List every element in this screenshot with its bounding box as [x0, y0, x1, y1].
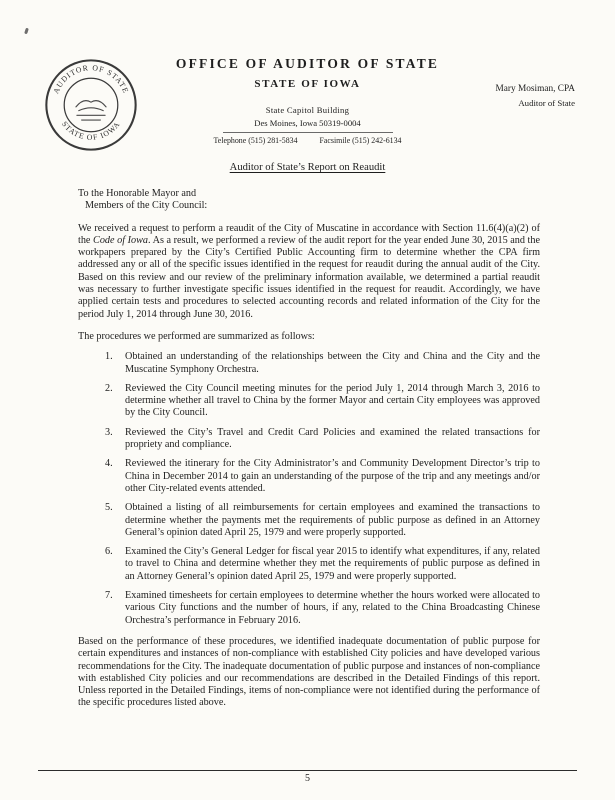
letterhead-address-line2: Des Moines, Iowa 50319-0004 [254, 118, 361, 128]
procedure-number: 6. [105, 546, 113, 558]
procedure-text: Reviewed the itinerary for the City Administrator’s and Community Development Director’s trip to China in December 2014 to gain an understanding of the purpose of the trip and any meetings and/or other City-related events attended. [125, 458, 540, 494]
letterhead-divider [223, 132, 393, 133]
letterhead-address-line1: State Capitol Building [265, 105, 350, 115]
procedure-number: 4. [105, 458, 113, 470]
page-number: 5 [305, 773, 310, 784]
intro-paragraph-part2: . As a result, we performed a review of the audit report for the year ended June 30, 2015 and the workpapers prepared by the City’s Certified Public Accounting firm to determine whether the CPA firm addressed any or all of the specific issues identified in the request for reaudit during the annual audit of the City. Based on this review and our review of the preliminary information available, we determined a partial reaudit was necessary to further investigate specific issues identified in the request for reaudit. Accordingly, we have applied certain tests and procedures to selected accounting records and related information of the City for the period July 1, 2014 through June 30, 2016. [78, 234, 540, 320]
procedures-intro: The procedures we performed are summarized as follows: [78, 330, 315, 342]
letterhead-state-line: STATE OF IOWA [254, 78, 361, 90]
procedure-text: Reviewed the City Council meeting minutes for the period July 1, 2014 through March 3, 2016 to determine whether all travel to China by the former Mayor and certain City employees was approved by the City Council. [125, 382, 540, 419]
procedure-text: Obtained an understanding of the relationships between the City and China and the City and the Muscatine Symphony Orchestra. [125, 351, 540, 375]
letterhead-office-line: OFFICE OF AUDITOR OF STATE [175, 56, 440, 71]
procedure-number: 3. [105, 426, 113, 438]
report-title-text: Auditor of State’s Report on Reaudit [229, 162, 386, 173]
report-body [78, 188, 540, 710]
seal-top-text: AUDITOR OF STATE [51, 63, 131, 95]
closing-paragraph: Based on the performance of these procedures, we identified inadequate documentation of public purpose for certain expenditures and instances of non-compliance with established City policies and have developed various recommendations for the City. The inadequate documentation of public purpose and instances of non-compliance with established City policies and our recommendations are described in the Detailed Findings of this report. Unless reported in the Detailed Findings, items of non-compliance were not identified during the performance of the specific procedures listed above. [78, 635, 540, 709]
scan-artifact [24, 28, 29, 35]
procedure-number: 5. [105, 502, 113, 514]
procedure-item [78, 458, 540, 495]
intro-paragraph-part1: We received a request to perform a reaudit of the City of Muscatine in accordance with Section 11.6(4)(a)(2) of the [78, 222, 540, 246]
procedure-text: Reviewed the City’s Travel and Credit Card Policies and examined the related transactions for propriety and compliance. [125, 426, 540, 451]
procedure-item [78, 383, 540, 420]
procedure-item [78, 427, 540, 452]
procedures-list [78, 351, 540, 627]
procedure-number: 2. [105, 382, 113, 394]
intro-paragraph [78, 223, 540, 321]
official-signature-block [496, 83, 575, 110]
telephone-number: Telephone (515) 281-5834 [213, 136, 298, 145]
salutation [78, 188, 540, 213]
procedure-item [78, 502, 540, 539]
procedure-text: Examined timesheets for certain employees to determine whether the hours worked were allocated to various City functions and the number of hours, if any, related to the China Broadcasting Chinese Orchestra’s performance in February 2016. [125, 590, 540, 626]
facsimile-number: Facsimile (515) 242-6134 [319, 136, 402, 145]
procedure-item [78, 351, 540, 376]
salutation-line1: To the Honorable Mayor and [78, 188, 197, 199]
letterhead-contact-line [0, 136, 615, 145]
procedure-text: Examined the City’s General Ledger for fiscal year 2015 to identify what expenditures, if any, related to travel to China and determine whether they met the requirements of public purpose as defined in an Attorney General’s opinion dated April 25, 1979 and were properly supported. [125, 546, 540, 582]
procedure-item [78, 590, 540, 627]
code-of-iowa-citation: Code of Iowa [93, 234, 149, 246]
official-name: Mary Mosiman, CPA [495, 84, 575, 94]
procedure-number: 7. [105, 590, 113, 602]
official-title: Auditor of State [518, 97, 575, 108]
salutation-line2: Members of the City Council: [85, 200, 208, 212]
footer-rule [38, 770, 577, 771]
procedure-number: 1. [105, 351, 113, 363]
seal-bottom-text: STATE OF IOWA [59, 119, 123, 142]
procedure-item [78, 546, 540, 583]
procedure-text: Obtained a listing of all reimbursements for certain employees and examined the transactions to determine whether the payments met the requirements of public purpose as defined in an Attorney General’s opinion dated April 25, 1979 and were properly supported. [125, 502, 540, 538]
report-title [0, 162, 615, 173]
